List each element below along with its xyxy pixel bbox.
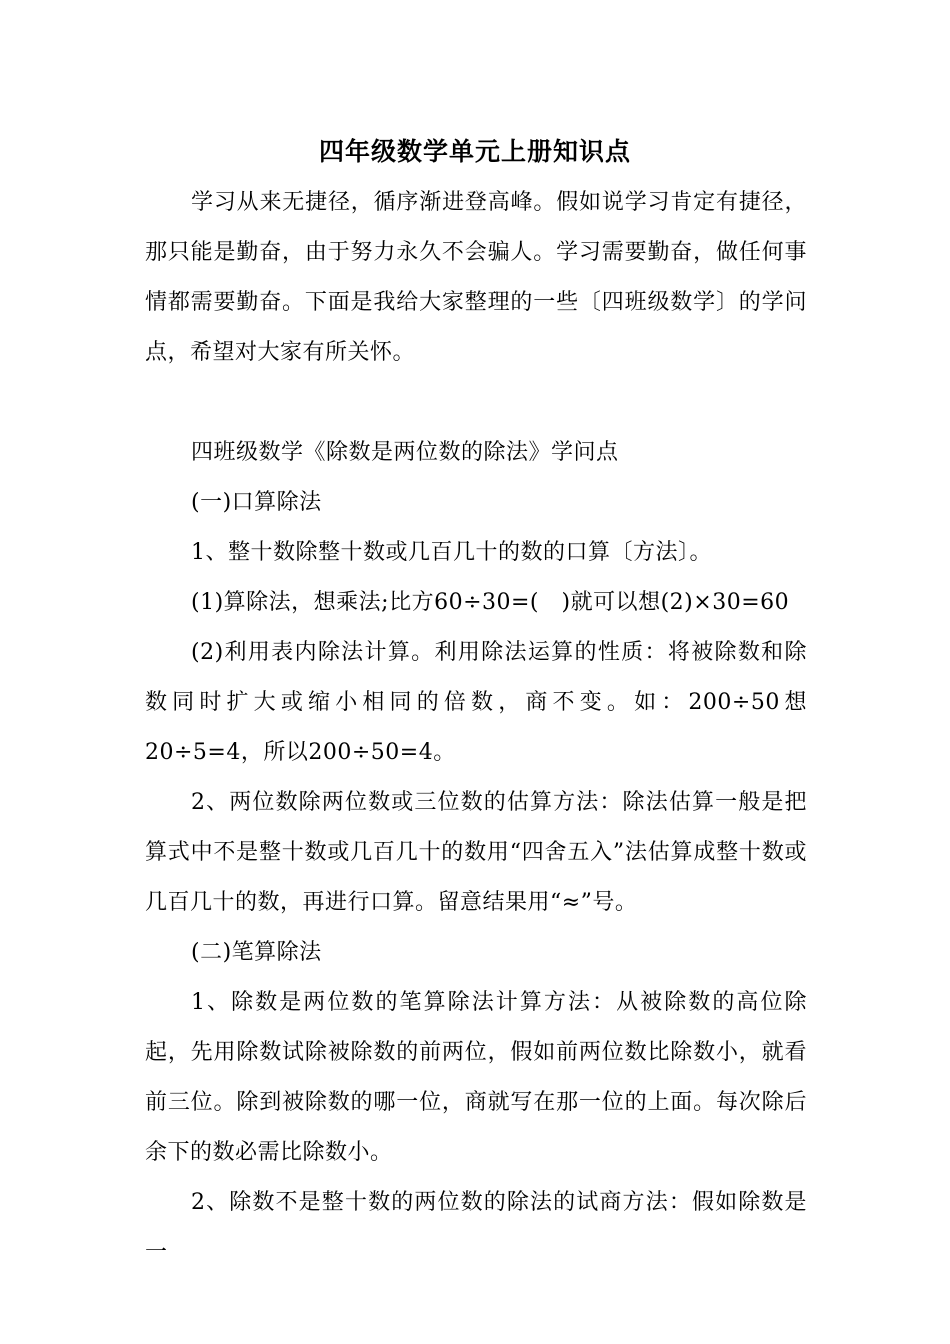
document-body [145, 178, 807, 1278]
subsection-heading-oral-division: (一)口算除法 [191, 490, 322, 515]
paragraph-5: 1、除数是两位数的笔算除法计算方法：从被除数的高位除起，先用除数试除被除数的前两位，假如前两位数比除数小，就看前三位。除到被除数的哪一位，商就写在那一位的上面。每次除后余下的数必需比除数小。 [145, 990, 807, 1165]
document-title: 四年级数学单元上册知识点 [318, 137, 631, 166]
paragraph-3: (2)利用表内除法计算。利用除法运算的性质：将被除数和除数同时扩大或缩小相同的倍数，商不变。如：200÷50想20÷5=4，所以200÷50=4。 [145, 640, 807, 765]
section-heading: 四班级数学《除数是两位数的除法》学问点 [191, 440, 619, 465]
paragraph-1: 1、整十数除整十数或几百几十的数的口算〔方法〕。 [191, 540, 712, 565]
paragraph-2: (1)算除法，想乘法;比方60÷30=( )就可以想(2)×30=60 [191, 590, 790, 615]
paragraph-6: 2、除数不是整十数的两位数的除法的试商方法：假如除数是一 [145, 1190, 807, 1265]
intro-paragraph: 学习从来无捷径，循序渐进登高峰。假如说学习肯定有捷径，那只能是勤奋，由于努力永久不会骗人。学习需要勤奋，做任何事情都需要勤奋。下面是我给大家整理的一些〔四班级数学〕的学问点，希望对大家有所关怀。 [145, 190, 807, 365]
paragraph-spacer [145, 378, 807, 428]
subsection-heading-written-division: (二)笔算除法 [191, 940, 322, 965]
paragraph-4: 2、两位数除两位数或三位数的估算方法：除法估算一般是把算式中不是整十数或几百几十的数用“四舍五入”法估算成整十数或几百几十的数，再进行口算。留意结果用“≈”号。 [145, 790, 807, 915]
